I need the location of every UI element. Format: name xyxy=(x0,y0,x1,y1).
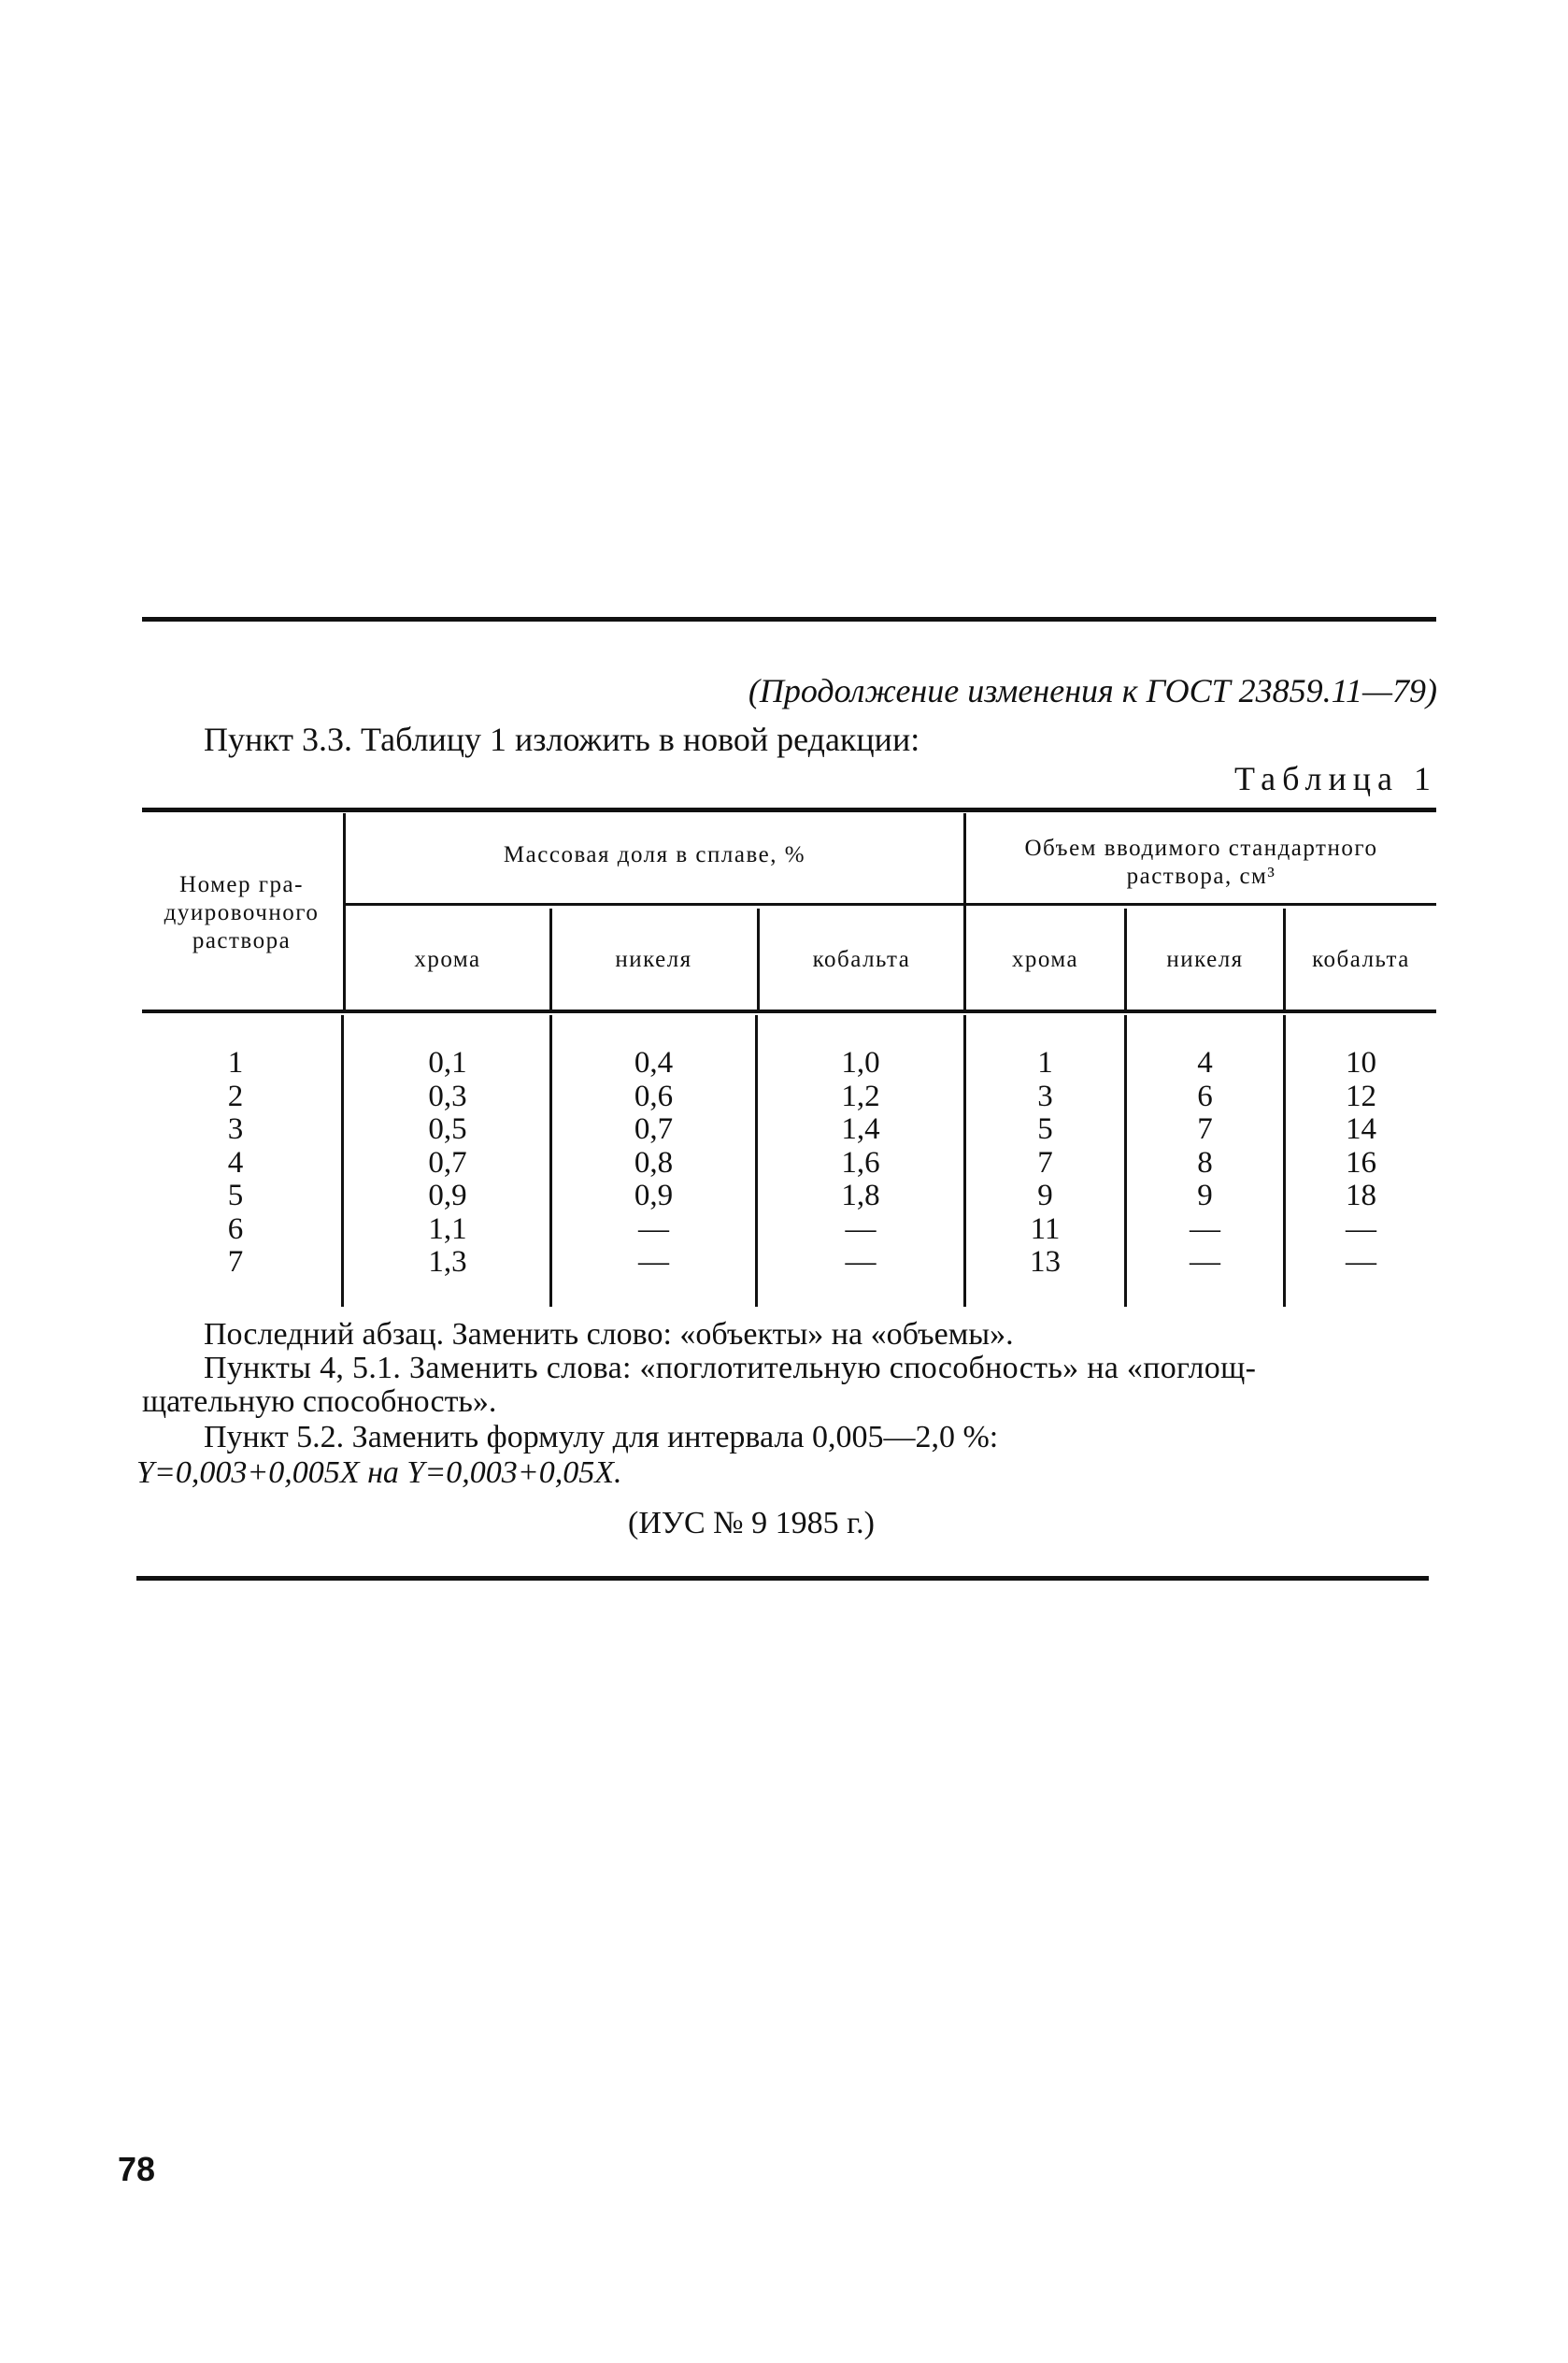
table-cell: 11 xyxy=(1030,1211,1061,1246)
table-cell: 0,4 xyxy=(634,1046,674,1080)
table-cell: 14 xyxy=(1346,1112,1376,1146)
table-cell: 0,7 xyxy=(428,1145,467,1180)
table-cell: — xyxy=(1190,1211,1220,1246)
table-cell: 8 xyxy=(1197,1145,1213,1180)
column-nickel-volume xyxy=(1127,1047,1283,1280)
table-label: Таблица 1 xyxy=(1234,760,1437,797)
paragraph-point-5-2: Пункт 5.2. Заменить формулу для интервала 0,005—2,0 %: xyxy=(204,1420,999,1454)
formula-line: Y=0,003+0,005X на Y=0,003+0,05X. xyxy=(136,1455,622,1490)
table-cell: — xyxy=(1346,1245,1376,1279)
table-cell: 0,9 xyxy=(634,1179,674,1212)
table-cell: 0,8 xyxy=(634,1145,674,1180)
table-cell: 4 xyxy=(1197,1046,1213,1080)
table-cell: 5 xyxy=(227,1179,244,1212)
header-solution-number-line2: дуировочного xyxy=(164,900,320,925)
table-cell: 1 xyxy=(1037,1046,1053,1080)
source-reference: (ИУС № 9 1985 г.) xyxy=(628,1506,875,1540)
table-cell: 1,3 xyxy=(428,1245,467,1279)
group-header-underline xyxy=(346,903,1436,906)
table-cell: 1,1 xyxy=(428,1211,467,1246)
table-cell: 7 xyxy=(227,1245,244,1279)
table-cell: 0,6 xyxy=(634,1079,674,1113)
table-cell: 2 xyxy=(227,1079,244,1113)
table-cell: 0,9 xyxy=(428,1179,467,1212)
header-solution-number-line1: Номер гра- xyxy=(179,872,304,897)
table-cell: 0,5 xyxy=(428,1112,467,1146)
table-cell: 3 xyxy=(1037,1079,1053,1113)
column-nickel-mass xyxy=(552,1047,755,1280)
table-cell: 9 xyxy=(1197,1179,1213,1212)
table-header-bottom-rule xyxy=(142,1010,1436,1013)
paragraph-points-4-5-1-line1: Пункты 4, 5.1. Заменить слова: «поглотительную способность» на «поглощ- xyxy=(204,1351,1257,1385)
table-cell: 1,4 xyxy=(841,1112,880,1146)
paragraph-points-4-5-1-line2: щательную способность». xyxy=(142,1384,497,1419)
table-cell: 4 xyxy=(227,1145,244,1180)
column-cobalt-volume xyxy=(1286,1047,1436,1280)
table-cell: 7 xyxy=(1037,1145,1053,1180)
table-cell: 16 xyxy=(1346,1145,1376,1180)
body-vline-col0 xyxy=(341,1015,344,1307)
header-volume-line2: раствора, см³ xyxy=(1126,864,1276,889)
column-cobalt-mass xyxy=(758,1047,963,1280)
header-mass-fraction: Массовая доля в сплаве, % xyxy=(503,842,806,867)
header-solution-number xyxy=(142,871,341,955)
table-cell: 1,8 xyxy=(841,1179,880,1212)
header-volume-line1: Объем вводимого стандартного xyxy=(1024,836,1378,861)
table-cell: 1,6 xyxy=(841,1145,880,1180)
table-cell: 1,2 xyxy=(841,1079,880,1113)
table-cell: 0,7 xyxy=(634,1112,674,1146)
header-volume xyxy=(966,835,1436,891)
table-cell: 10 xyxy=(1346,1046,1376,1080)
bottom-rule xyxy=(136,1576,1429,1581)
table-cell: 1,0 xyxy=(841,1046,880,1080)
table-cell: 18 xyxy=(1346,1179,1376,1212)
table-cell: 0,3 xyxy=(428,1079,467,1113)
subheader-chromium-mass: хрома xyxy=(414,947,481,972)
table-cell: — xyxy=(1346,1211,1376,1246)
subheader-nickel-volume: никеля xyxy=(1166,947,1244,972)
table-cell: — xyxy=(638,1245,669,1279)
table-cell: 9 xyxy=(1037,1179,1053,1212)
intro-text: Пункт 3.3. Таблицу 1 изложить в новой редакции: xyxy=(204,721,920,758)
table-cell: 13 xyxy=(1030,1245,1061,1279)
table-cell: 3 xyxy=(227,1112,244,1146)
top-rule xyxy=(142,617,1436,622)
table-cell: — xyxy=(1190,1245,1220,1279)
subheader-cobalt-volume: кобальта xyxy=(1312,947,1410,972)
subheader-nickel-mass: никеля xyxy=(615,947,692,972)
table-cell: 6 xyxy=(227,1211,244,1246)
table-cell: — xyxy=(638,1211,669,1246)
table-cell: 0,1 xyxy=(428,1046,467,1080)
header-solution-number-line3: раствора xyxy=(192,928,292,953)
column-solution-number xyxy=(142,1047,329,1280)
table-cell: 5 xyxy=(1037,1112,1053,1146)
subheader-cobalt-mass: кобальта xyxy=(812,947,911,972)
table-cell: 6 xyxy=(1197,1079,1213,1113)
paragraph-last-paragraph: Последний абзац. Заменить слово: «объекты» на «объемы». xyxy=(204,1317,1014,1352)
table-cell: — xyxy=(845,1211,877,1246)
subheader-chromium-volume: хрома xyxy=(1011,947,1079,972)
table-cell: 1 xyxy=(227,1046,244,1080)
table-cell: — xyxy=(845,1245,877,1279)
continuation-header: (Продолжение изменения к ГОСТ 23859.11—79) xyxy=(748,672,1437,709)
table-cell: 12 xyxy=(1346,1079,1376,1113)
table-top-rule xyxy=(142,808,1436,812)
column-chromium-volume xyxy=(966,1047,1124,1280)
page-number: 78 xyxy=(118,2150,156,2188)
table-cell: 7 xyxy=(1197,1112,1213,1146)
column-chromium-mass xyxy=(346,1047,549,1280)
